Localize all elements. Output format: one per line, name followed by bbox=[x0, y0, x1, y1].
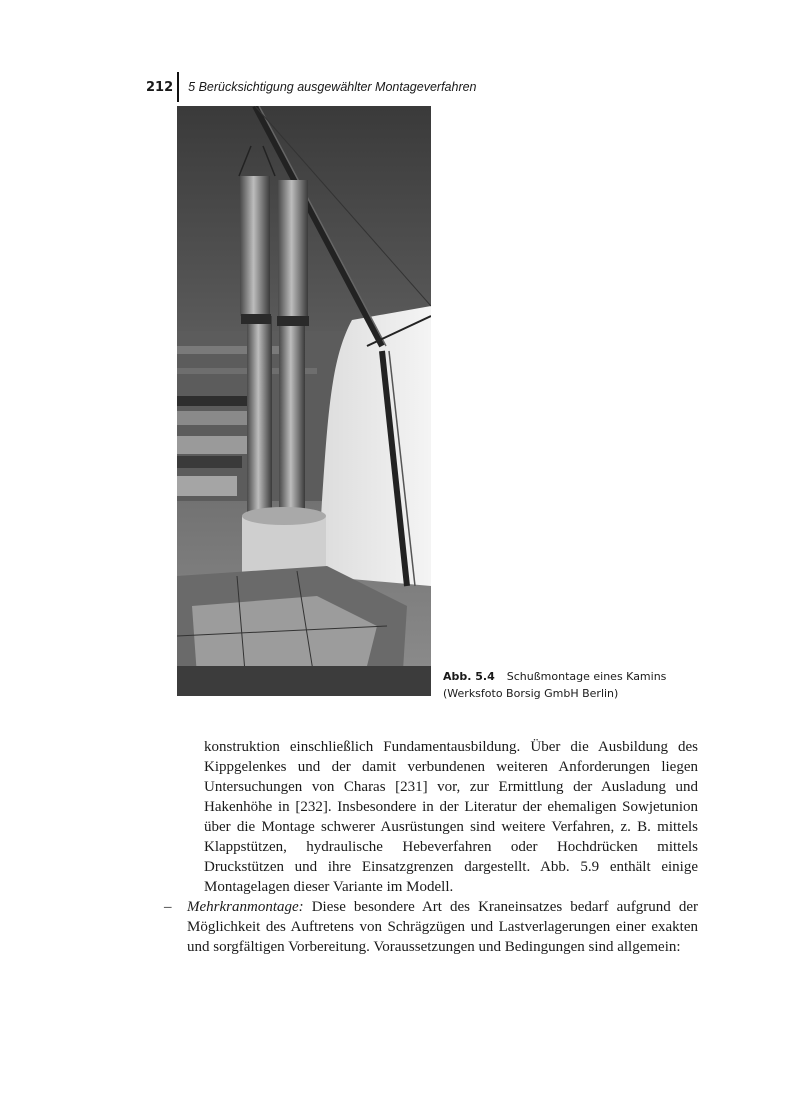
list-dash: – bbox=[164, 899, 172, 915]
running-title: 5 Berücksichtigung ausgewählter Montageverfahren bbox=[188, 80, 477, 94]
header-rule bbox=[177, 72, 179, 102]
body-text bbox=[164, 737, 698, 957]
list-item-text: Diese besondere Art des Kraneinsatzes bedarf aufgrund der Möglichkeit des Auftretens von Schrägzügen und Lastverlagerungen einer exakten und sorgfältigen Vorbereitung. Voraussetzungen und Bedingungen sind allgemein: bbox=[187, 899, 698, 955]
page-number: 212 bbox=[146, 79, 174, 95]
caption-line-2: (Werksfoto Borsig GmbH Berlin) bbox=[443, 687, 619, 700]
figure-label: Abb. 5.4 bbox=[443, 670, 495, 683]
chimney-photo bbox=[177, 106, 431, 696]
list-item-mehrkranmontage bbox=[164, 897, 698, 957]
page-header bbox=[146, 72, 477, 102]
list-item-term: Mehrkranmontage: bbox=[187, 899, 304, 915]
paragraph-continuation: konstruktion einschließlich Fundamentausbildung. Über die Ausbildung des Kippgelenkes und der damit verbundenen weiteren Anforderungen liegen Untersuchungen von Charas [231] vor, zur Ermittlung der Ausladung und Hakenhöhe in [232]. Insbesondere in der Literatur der ehemaligen Sowjetunion über die Montage schwerer Ausrüstungen sind weitere Verfahren, z. B. mittels Klappstützen, hydraulische Hebeverfahren oder Hochdrücken mittels Druckstützen und ihre Einsatzgrenzen dargestellt. Abb. 5.9 enthält einige Montagelagen dieser Variante im Modell. bbox=[204, 739, 698, 895]
caption-line-1: Schußmontage eines Kamins bbox=[506, 670, 667, 683]
figure-caption bbox=[443, 668, 666, 702]
